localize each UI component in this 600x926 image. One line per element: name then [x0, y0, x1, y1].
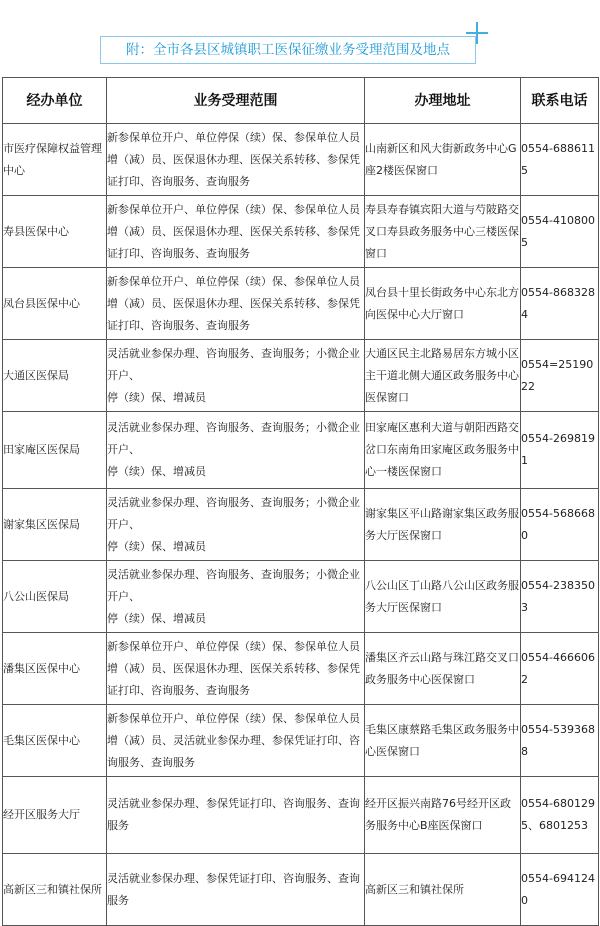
table-row [3, 777, 599, 854]
table-row [3, 854, 599, 926]
cell-address: 经开区振兴南路76号经开区政务服务中心B座医保窗口 [365, 777, 521, 854]
cell-unit: 大通区医保局 [3, 340, 107, 412]
scope-line: 灵活就业参保办理、咨询服务、查询服务；小微企业开户、 [107, 567, 360, 603]
scope-line: 灵活就业参保办理、咨询服务、查询服务；小微企业开户、 [107, 346, 360, 382]
cell-scope: 新参保单位开户、单位停保（续）保、参保单位人员增（减）员、医保退休办理、医保关系转移、参保凭证打印、咨询服务、查询服务 [107, 268, 365, 340]
cell-address: 山南新区和风大街新政务中心G座2楼医保窗口 [365, 124, 521, 196]
plus-decoration-vertical [476, 22, 478, 44]
cell-scope: 新参保单位开户、单位停保（续）保、参保单位人员增（减）员、灵活就业参保办理、参保凭证打印、咨询服务、查询服务 [107, 705, 365, 777]
scope-line: 停（续）保、增减员 [107, 390, 206, 404]
cell-phone: 0554-2698191 [521, 412, 599, 489]
cell-unit: 八公山医保局 [3, 561, 107, 633]
cell-address: 谢家集区平山路谢家集区政务服务大厅医保窗口 [365, 489, 521, 561]
cell-phone: 0554-5686680 [521, 489, 599, 561]
cell-address: 高新区三和镇社保所 [365, 854, 521, 926]
cell-phone: 0554-8683284 [521, 268, 599, 340]
scope-line: 停（续）保、增减员 [107, 465, 206, 478]
cell-scope [107, 340, 365, 412]
table-row [3, 489, 599, 561]
cell-address: 田家庵区惠利大道与朝阳西路交岔口东南角田家庵区政务服务中心一楼医保窗口 [365, 412, 521, 489]
cell-phone: 0554=2519022 [521, 340, 599, 412]
table-row [3, 633, 599, 705]
header-address: 办理地址 [365, 78, 521, 124]
plus-decoration-icon [466, 22, 488, 44]
cell-phone: 0554-4666062 [521, 633, 599, 705]
cell-phone: 0554-4108005 [521, 196, 599, 268]
table-row [3, 705, 599, 777]
cell-address: 八公山区丁山路八公山区政务服务大厅医保窗口 [365, 561, 521, 633]
table-row [3, 412, 599, 489]
cell-scope: 灵活就业参保办理、参保凭证打印、咨询服务、查询服务 [107, 854, 365, 926]
scope-line: 停（续）保、增减员 [107, 611, 206, 625]
cell-scope: 新参保单位开户、单位停保（续）保、参保单位人员增（减）员、医保退休办理、医保关系转移、参保凭证打印、咨询服务、查询服务 [107, 196, 365, 268]
cell-unit: 寿县医保中心 [3, 196, 107, 268]
cell-phone: 0554-5393688 [521, 705, 599, 777]
scope-line: 灵活就业参保办理、咨询服务、查询服务；小微企业开户、 [107, 421, 360, 456]
cell-phone: 0554-2383503 [521, 561, 599, 633]
service-table [2, 77, 599, 926]
table-row [3, 196, 599, 268]
table-row [3, 561, 599, 633]
cell-scope: 新参保单位开户、单位停保（续）保、参保单位人员增（减）员、医保退休办理、医保关系转移、参保凭证打印、咨询服务、查询服务 [107, 633, 365, 705]
cell-scope: 新参保单位开户、单位停保（续）保、参保单位人员增（减）员、医保退休办理、医保关系转移、参保凭证打印、咨询服务、查询服务 [107, 124, 365, 196]
cell-phone: 0554-6886115 [521, 124, 599, 196]
table-row [3, 124, 599, 196]
header-unit: 经办单位 [3, 78, 107, 124]
cell-address: 凤台县十里长街政务中心东北方向医保中心大厅窗口 [365, 268, 521, 340]
cell-scope [107, 561, 365, 633]
cell-unit: 谢家集区医保局 [3, 489, 107, 561]
cell-unit: 田家庵区医保局 [3, 412, 107, 489]
table-header-row [3, 78, 599, 124]
cell-scope [107, 489, 365, 561]
title-banner [100, 36, 482, 64]
cell-unit: 潘集区医保中心 [3, 633, 107, 705]
page-title: 附：全市各县区城镇职工医保征缴业务受理范围及地点 [100, 36, 476, 64]
table-row [3, 268, 599, 340]
cell-unit: 毛集区医保中心 [3, 705, 107, 777]
cell-unit: 市医疗保障权益管理中心 [3, 124, 107, 196]
cell-scope: 灵活就业参保办理、参保凭证打印、咨询服务、查询服务 [107, 777, 365, 854]
cell-phone: 0554-6801295、6801253 [521, 777, 599, 854]
table-row [3, 340, 599, 412]
header-phone: 联系电话 [521, 78, 599, 124]
cell-unit: 高新区三和镇社保所 [3, 854, 107, 926]
cell-phone: 0554-6941240 [521, 854, 599, 926]
cell-unit: 凤台县医保中心 [3, 268, 107, 340]
scope-line: 停（续）保、增减员 [107, 539, 206, 553]
cell-unit: 经开区服务大厅 [3, 777, 107, 854]
cell-address: 潘集区齐云山路与珠江路交叉口政务服务中心医保窗口 [365, 633, 521, 705]
cell-address: 毛集区康蔡路毛集区政务服务中心医保窗口 [365, 705, 521, 777]
header-scope: 业务受理范围 [107, 78, 365, 124]
cell-address: 大通区民主北路易居东方城小区主干道北侧大通区政务服务中心医保窗口 [365, 340, 521, 412]
cell-scope [107, 412, 365, 489]
scope-line: 灵活就业参保办理、咨询服务、查询服务；小微企业开户、 [107, 495, 360, 531]
cell-address: 寿县寿春镇宾阳大道与芍陂路交叉口寿县政务服务中心三楼医保窗口 [365, 196, 521, 268]
